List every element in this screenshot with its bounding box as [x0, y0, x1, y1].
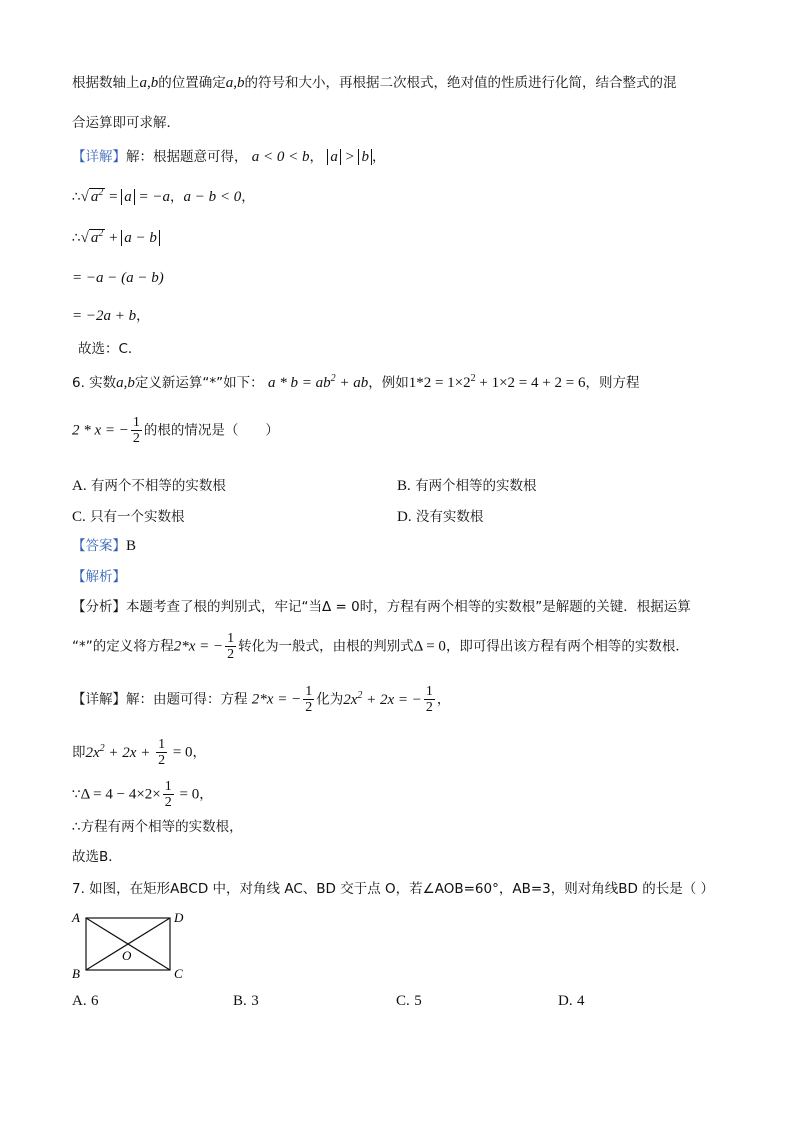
var: a,b: [225, 75, 245, 91]
text: ，: [371, 149, 386, 165]
q6-option-c[interactable]: [72, 505, 185, 526]
q6-fenxi-line-2: [72, 631, 689, 662]
q5-step-4: [72, 306, 150, 326]
q6-fenxi-line-1: [72, 597, 691, 617]
fenxi-label: 【分析】: [72, 599, 126, 615]
formula: a * b = ab: [267, 375, 331, 391]
math: [327, 149, 372, 165]
option-text: 有两个不相等的实数根: [90, 478, 226, 494]
math: [268, 375, 368, 391]
exponent: 2: [470, 373, 476, 384]
fraction: $\frac{1}{2}$: [305, 684, 313, 715]
text: ，: [199, 786, 213, 803]
option-label: C.: [72, 509, 86, 525]
text: 根据数轴上: [72, 75, 140, 91]
answer-label: 【答案】: [72, 538, 126, 554]
text: ，: [436, 691, 451, 708]
text: 解：由题可得：方程: [126, 691, 248, 708]
question-number: 6. 实数: [72, 375, 117, 391]
fraction: $\frac{1}{2}$: [132, 415, 140, 446]
text: 转化为一般式，由根的判别式: [238, 638, 414, 655]
label-a: A: [72, 910, 80, 925]
option-text: 3: [251, 993, 259, 1009]
text: 定义新运算“*”如下：: [134, 375, 264, 391]
option-label: B.: [397, 478, 411, 494]
q7-option-b[interactable]: [233, 993, 259, 1010]
math: [409, 375, 586, 391]
abs: a: [121, 189, 135, 205]
math: $2x^2 + 2x$ +: [85, 742, 155, 761]
text: ，: [170, 189, 184, 205]
text: ，: [192, 744, 207, 761]
option-label: A.: [72, 993, 87, 1009]
fraction: $\frac{1}{2}$: [158, 737, 166, 768]
q6-analysis-label: 【解析】: [72, 569, 126, 585]
q6-answer: [72, 536, 136, 556]
exponent: 2: [357, 689, 363, 701]
q5-choose: 故选：C．: [78, 341, 142, 357]
option-text: 只有一个实数根: [90, 509, 185, 525]
math: = −a: [134, 189, 171, 205]
text: “*”的定义将方程: [72, 638, 174, 655]
answer-value: B: [126, 538, 137, 554]
abs: a − b: [121, 230, 160, 246]
rectangle-figure: [70, 908, 190, 984]
math: 2*x = −: [251, 691, 302, 708]
q5-detail-line: [72, 147, 385, 167]
math: 2 * x = −: [72, 422, 129, 439]
var: a,b: [116, 375, 135, 391]
op: +: [105, 230, 122, 246]
text: ，: [241, 189, 255, 205]
q5-step-1: [72, 187, 255, 207]
fraction: $\frac{1}{2}$: [425, 684, 433, 715]
op: =: [105, 189, 122, 205]
q6-xiangjie-line-1: [72, 684, 450, 715]
formula: + ab: [335, 375, 369, 391]
var: a,b: [139, 75, 159, 91]
sqrt: √ $a^2$: [80, 228, 104, 246]
text: 的位置确定: [158, 75, 226, 91]
label-b: B: [72, 966, 80, 981]
q5-step-3: = −a − (a − b): [72, 270, 164, 286]
q7-option-a[interactable]: [72, 993, 99, 1010]
option-text: 4: [577, 993, 585, 1009]
text: 解：根据题意可得，: [126, 149, 248, 165]
math: = 0: [169, 744, 193, 761]
label-d: D: [174, 910, 184, 925]
example: 1*2 = 1×2: [408, 375, 471, 391]
q6-option-a[interactable]: [72, 474, 226, 495]
text: ，: [309, 149, 324, 165]
q7-option-d[interactable]: [558, 993, 585, 1010]
math: a < 0 < b: [251, 149, 310, 165]
sqrt: √ $a^2$: [80, 187, 104, 205]
q6-xiangjie-line-4: ∴方程有两个相等的实数根，: [72, 819, 243, 835]
abs: a: [327, 149, 341, 165]
fraction: $\frac{1}{2}$: [227, 631, 235, 662]
exponent: 2: [98, 187, 104, 198]
option-text: 没有实数根: [415, 509, 484, 525]
text: ，即可得出该方程有两个相等的实数根．: [445, 638, 689, 655]
option-label: A.: [72, 478, 87, 494]
q6-option-b[interactable]: [397, 474, 537, 495]
abs: b: [358, 149, 372, 165]
option-label: B.: [233, 993, 247, 1009]
math: = 0: [175, 786, 200, 803]
q5-step-2: [72, 228, 160, 248]
exponent: 2: [99, 742, 105, 754]
q6-xiangjie-line-2: [72, 737, 206, 768]
text: ，例如: [368, 375, 409, 391]
intro-line-2: 合运算即可求解．: [72, 115, 180, 131]
text: 本题考查了根的判别式，牢记“当Δ = 0时，方程有两个相等的实数根”是解题的关键．根据运算: [126, 599, 691, 615]
q6-option-d[interactable]: [397, 505, 483, 526]
math: $2x^2 + 2x$ = −: [343, 689, 422, 708]
exponent: 2: [98, 228, 104, 239]
exponent: 2: [330, 373, 336, 384]
text: 的符号和大小，再根据二次根式，绝对值的性质进行化简，结合整式的混: [244, 75, 677, 91]
detail-label: 【详解】: [72, 149, 126, 165]
fraction: $\frac{1}{2}$: [164, 779, 172, 810]
q7-stem: 7. 如图，在矩形ABCD 中，对角线 AC、BD 交于点 O，若∠AOB=60°，AB=3，则对角线BD 的长是（ ）: [72, 881, 714, 897]
math: 2*x = −: [173, 638, 224, 655]
math: a − b < 0: [183, 189, 242, 205]
option-label: D.: [558, 993, 573, 1009]
op: >: [340, 149, 359, 165]
example: + 1×2 = 4 + 2 = 6: [475, 375, 586, 391]
text: 化为: [316, 691, 344, 708]
math: Δ = 0: [413, 638, 446, 655]
therefore: ∴: [72, 230, 81, 246]
radicand: a: [90, 189, 99, 205]
text: 即: [72, 744, 86, 761]
option-text: 有两个相等的实数根: [415, 478, 537, 494]
text: 的根的情况是（ ）: [143, 422, 279, 439]
option-text: 5: [414, 993, 422, 1009]
text: ，: [136, 308, 150, 324]
q6-stem-line-1: [72, 373, 639, 393]
option-label: C.: [396, 993, 410, 1009]
intro-line-1: [72, 73, 677, 93]
label-o: O: [122, 948, 132, 963]
because: ∵: [72, 786, 81, 803]
q6-xiangjie-line-5: 故选B．: [72, 849, 122, 865]
q6-stem-line-2: [72, 415, 279, 446]
option-label: D.: [397, 509, 412, 525]
q6-xiangjie-line-3: [72, 779, 213, 810]
math: Δ = 4 − 4×2×: [80, 786, 161, 803]
text: ，则方程: [585, 375, 640, 391]
q7-option-c[interactable]: [396, 993, 422, 1010]
detail-label: 【详解】: [72, 691, 126, 708]
option-text: 6: [91, 993, 99, 1009]
therefore: ∴: [72, 189, 81, 205]
math: = −2a + b: [72, 308, 137, 324]
label-c: C: [174, 966, 183, 981]
radicand: a: [90, 230, 99, 246]
